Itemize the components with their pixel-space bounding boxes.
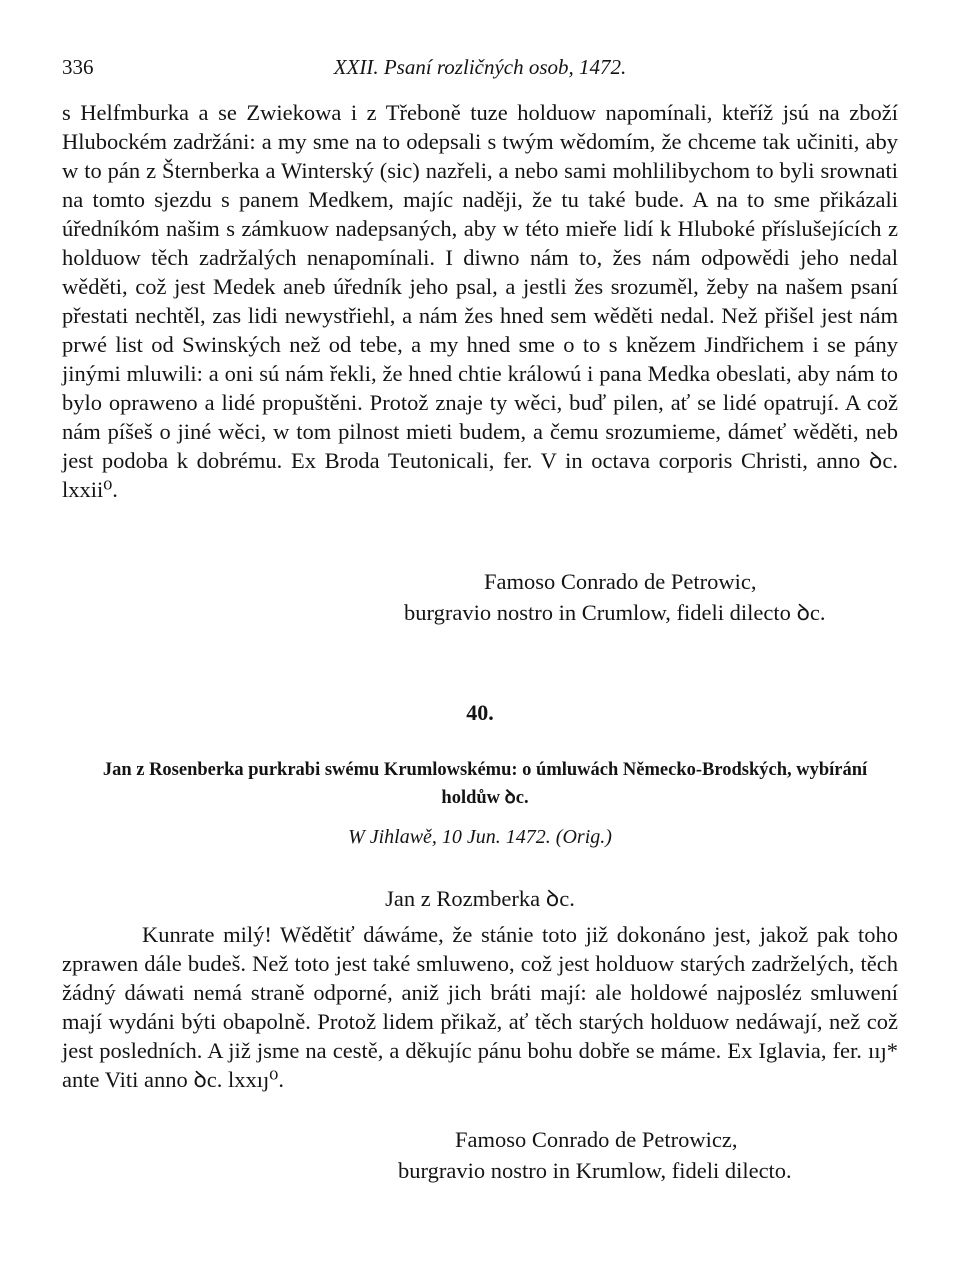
running-head [62,55,898,85]
letter-40-body [62,920,898,1094]
page-number: 336 [62,55,94,79]
letter-39-address-line-1: Famoso Conrado de Petrowic, [484,569,757,594]
letter-40-sender: Jan z Rozmberka ꝺc. [385,886,575,911]
letter-40-address-line-1: Famoso Conrado de Petrowicz, [455,1127,738,1152]
letter-39-body [62,98,898,504]
document-summary: Jan z Rosenberka purkrabi swému Krumlowskému: o úmluwách Německo-Brodských, wybírání holdůw ꝺc. [102,760,868,808]
running-head-title: XXII. Psaní rozličných osob, 1472. [333,55,627,79]
letter-40-paragraph: Kunrate milý! Wědětiť dáwáme, že stánie toto již dokonáno jest, jakož pak toho zprawen dále budeš. Než toto jest také smluweno, což jest holduow starých zadrželých, těch žádný dáwati nemá straně odporné, aniž jich bráti mají: ale holdowé najposléz smluwení mají wydáni býti obapolně. Protož lidem přikaž, ať těch starých holduow nedáwají, než což jest posledních. A již jsme na cestě, a děkujíc pánu bohu dobře se máme. Ex Iglavia, fer. ııȷ* ante Viti anno ꝺc. lxxıȷ⁰. [62,922,898,1092]
letter-39-paragraph: s Helfmburka a se Zwiekowa i z Třeboně tuze holduow napomínali, kteříž jsú na zboží Hlubockém zadržáni: a my sme na to odepsali s twým wědomím, že chceme tak učiniti, aby w to pán z Šternberka a Winterský (sic) nazřeli, a nebo sami mohlilibychom to byli srownati na tomto sjezdu s panem Medkem, majíc naději, že tu také bude. A na to sme přikázali úředníkóm našim s zámkuow nadepsaných, aby w této mieře lidí k Hluboké příslušejících z holduow těch zadržalých nenapomínali. I diwno nám to, žes nám odpowědi jeho nedal wěděti, což jest Medek aneb úředník jeho psal, a jestli žes srozuměl, žeby na našem psaní přestati nechtěl, zas lidi newystřiehl, a nám žes hned sem wěděti nedal. Než přišel jest nám prwé list od Swinských než od tebe, a my hned sme o to s knězem Jindřichem i se pány jinými mluwili: a oni sú nám řekli, že hned chtie králowú i pana Medka obeslati, aby nám to bylo opraweno a lidé propuštěni. Protož znaje ty wěci, buď pilen, ať se lidé opatrují. A což nám píšeš o jiné wěci, w tom pilnost mieti budem, a čemu srozumieme, dámeť wěděti, neb jest podoba k dobrému. Ex Broda Teutonicali, fer. V in octava corporis Christi, anno ꝺc. lxxii⁰. [62,100,898,502]
document-number: 40. [466,700,494,725]
letter-39-address-line-2: burgravio nostro in Crumlow, fideli dilecto ꝺc. [404,600,826,625]
document-date-line: W Jihlawě, 10 Jun. 1472. (Orig.) [348,826,612,848]
letter-40-address-line-2: burgravio nostro in Krumlow, fideli dilecto. [398,1158,792,1183]
